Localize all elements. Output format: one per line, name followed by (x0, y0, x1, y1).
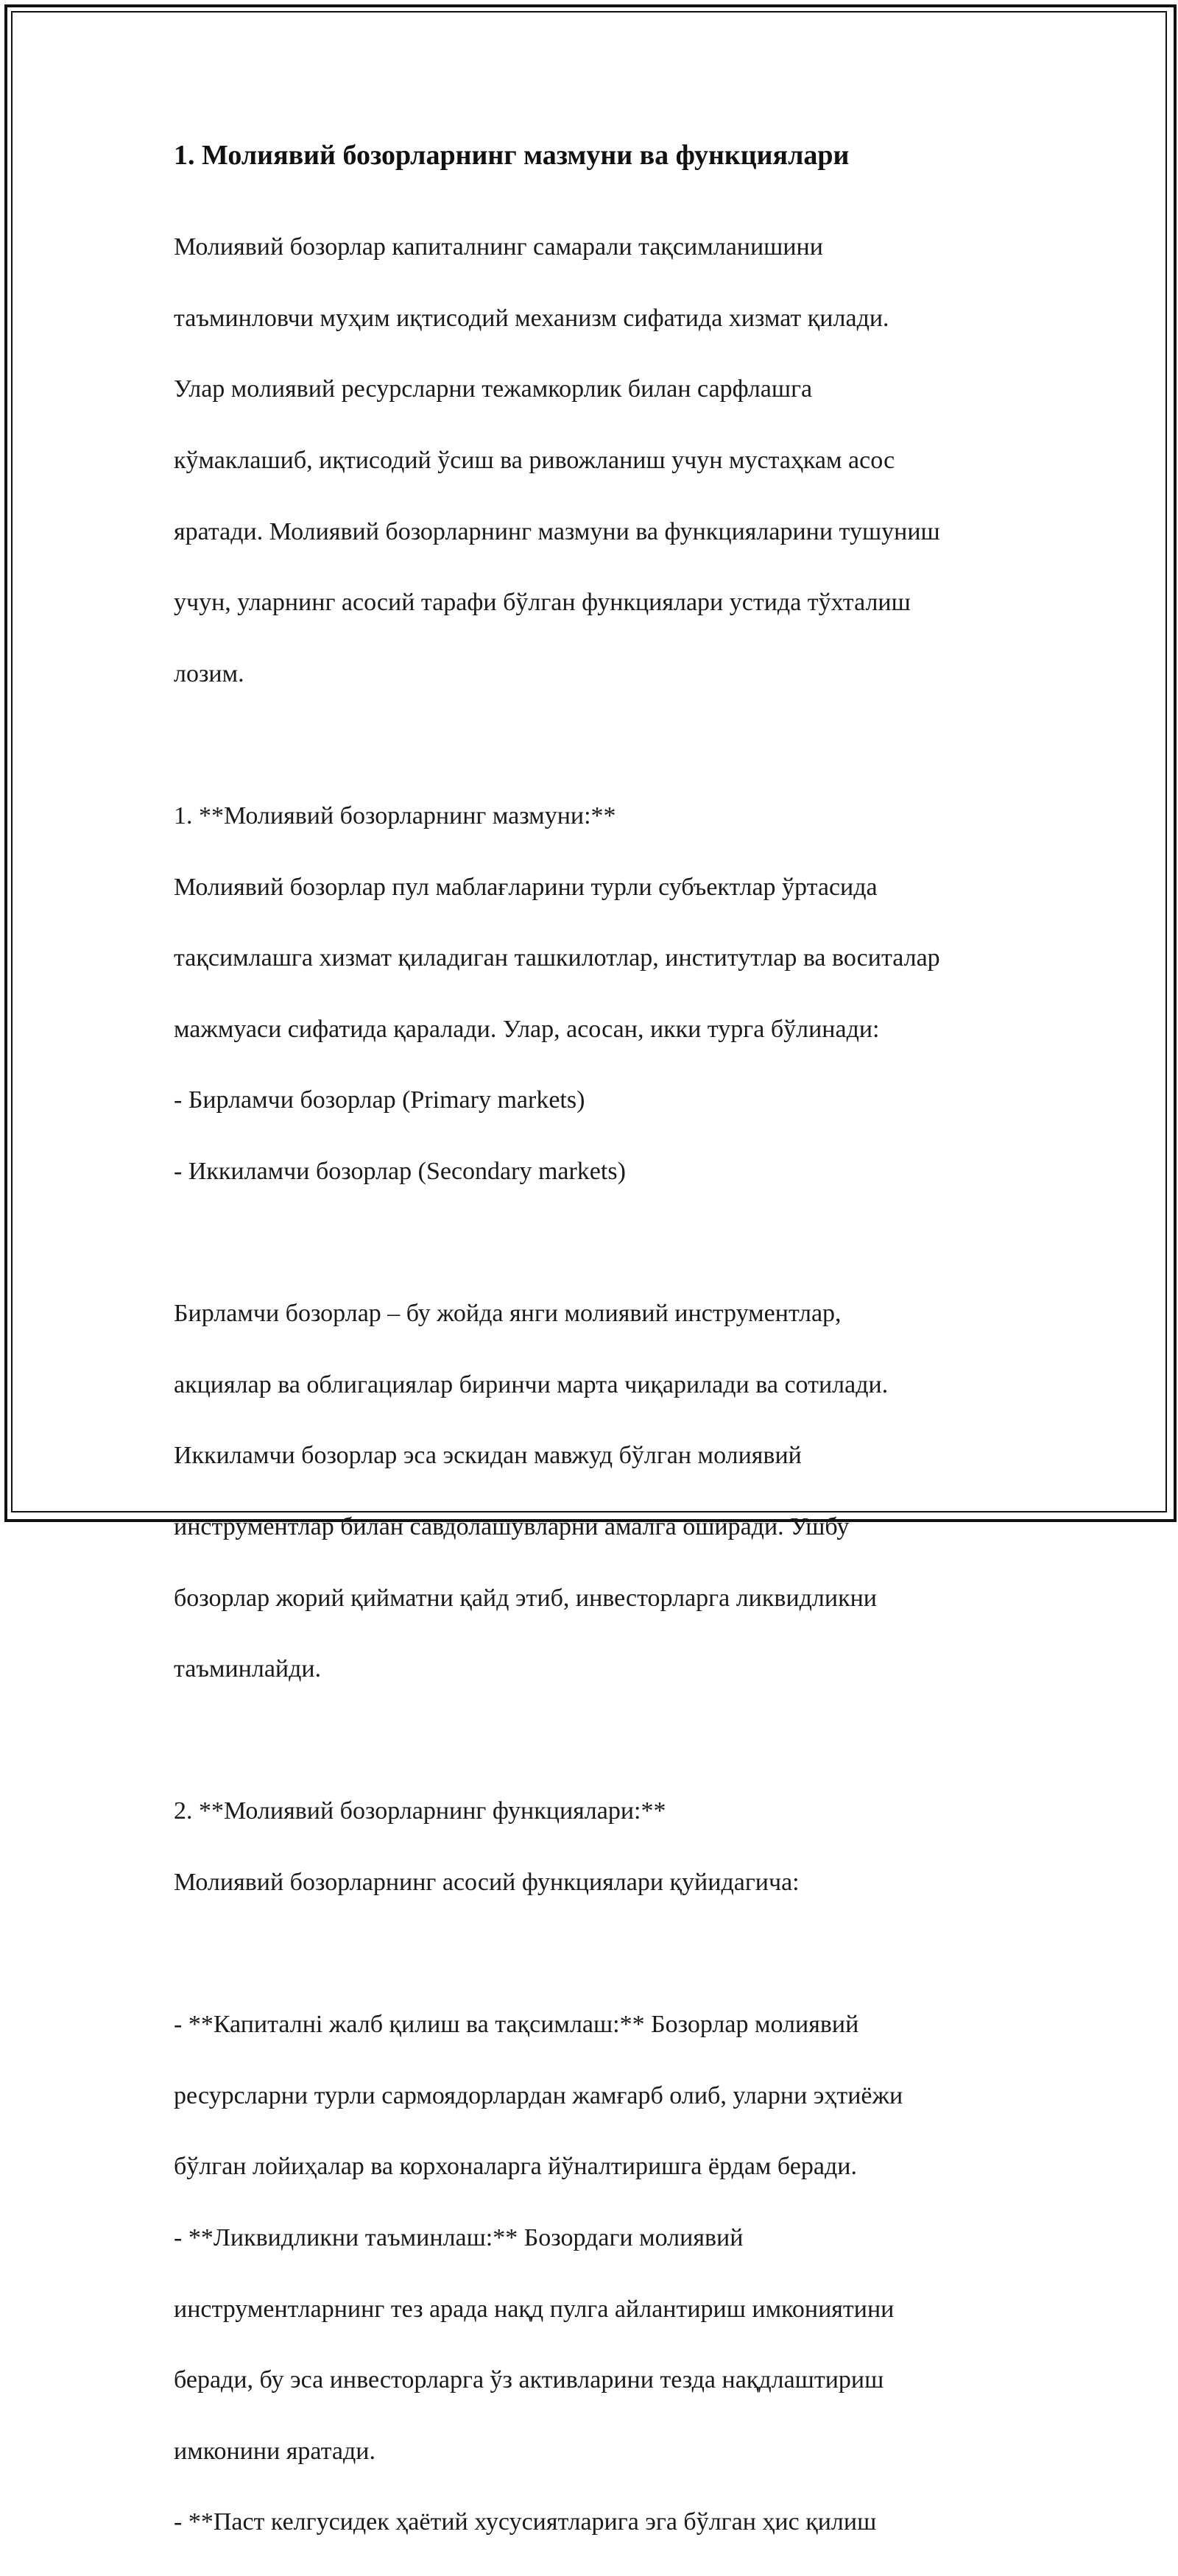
section-2 (174, 1758, 1020, 1936)
section-1-paragraph-2 (174, 1261, 1020, 1723)
text-line: Молиявий бозорлар капиталнинг самарали тақсимланишини (174, 233, 823, 261)
text-line: тақсимлашга хизмат қиладиган ташкилотлар, институтлар ва воситалар (174, 944, 940, 972)
text-line: Бирламчи бозорлар – бу жойда янги молиявий инструментлар, (174, 1300, 842, 1328)
section-1 (174, 763, 1020, 1225)
section-1-title: 1. **Молиявий бозорларнинг мазмуни:** (174, 802, 616, 830)
text-line: ресурсларни турли сармоядорлардан жамғарб олиб, уларни эҳтиёжи (174, 2081, 903, 2109)
text-line: мажмуаси сифатида қаралади. Улар, асосан, икки турга бўлинади: (174, 1015, 880, 1043)
section-2-title: 2. **Молиявий бозорларнинг функциялари:** (174, 1797, 666, 1825)
document-heading: 1. Молиявий бозорларнинг мазмуни ва функциялари (174, 140, 850, 171)
text-line: лозим. (174, 659, 244, 687)
blank-line (174, 1225, 1020, 1261)
text-line: Молиявий бозорларнинг асосий функциялари қуйидагича: (174, 1868, 800, 1896)
text-line: таъминлайди. (174, 1655, 322, 1683)
text-line: беради, бу эса инвесторларга ўз активларини тезда нақдлаштириш (174, 2366, 884, 2394)
list-item: - **Ликвидликни таъминлаш:** Бозордаги молиявий (174, 2223, 744, 2251)
section-2-items (174, 1972, 1020, 2576)
text-line: учун, уларнинг асосий тарафи бўлган функциялари устида тўхталиш (174, 589, 911, 617)
text-line: Улар молиявий ресурсларни тежамкорлик билан сарфлашга (174, 375, 813, 403)
blank-line (174, 727, 1020, 762)
document-page (174, 137, 1020, 2576)
text-line: имконини яратади. (174, 2437, 375, 2465)
text-line: Молиявий бозорлар пул маблағларини турли субъектлар ўртасида (174, 873, 878, 901)
text-line: Иккиламчи бозорлар эса эскидан мавжуд бўлган молиявий (174, 1442, 802, 1470)
text-line: бўлган лойиҳалар ва корхоналарга йўналтиришга ёрдам беради. (174, 2153, 857, 2181)
text-line: бозорлар жорий қийматни қайд этиб, инвесторларга ликвидликни (174, 1584, 878, 1612)
text-line: инструментлар билан савдолашувларни амалга оширади. Ушбу (174, 1512, 850, 1540)
text-line: акциялар ва облигациялар биринчи марта чиқарилади ва сотилади. (174, 1370, 889, 1398)
text-line: кўмаклашиб, иқтисодий ўсиш ва ривожланиш учун мустаҳкам асос (174, 447, 895, 475)
text-line: таъминловчи муҳим иқтисодий механизм сифатида хизмат қилади. (174, 304, 889, 332)
blank-line (174, 1936, 1020, 1972)
blank-line (174, 1723, 1020, 1758)
list-item: - **Капиталнi жалб қилиш ва тақсимлаш:** Бозорлар молиявий (174, 2011, 859, 2039)
text-line: инструментларнинг тез арада нақд пулга айлантириш имкониятини (174, 2295, 895, 2323)
intro-paragraph (174, 194, 1020, 727)
list-item: - **Паст келгусидек ҳаётий хусусиятларига эга бўлган ҳис қилиш (174, 2508, 877, 2536)
list-item: - Бирламчи бозорлар (Primary markets) (174, 1086, 585, 1114)
text-line: яратади. Молиявий бозорларнинг мазмуни ва функцияларини тушуниш (174, 517, 940, 545)
list-item: - Иккиламчи бозорлар (Secondary markets) (174, 1158, 626, 1186)
